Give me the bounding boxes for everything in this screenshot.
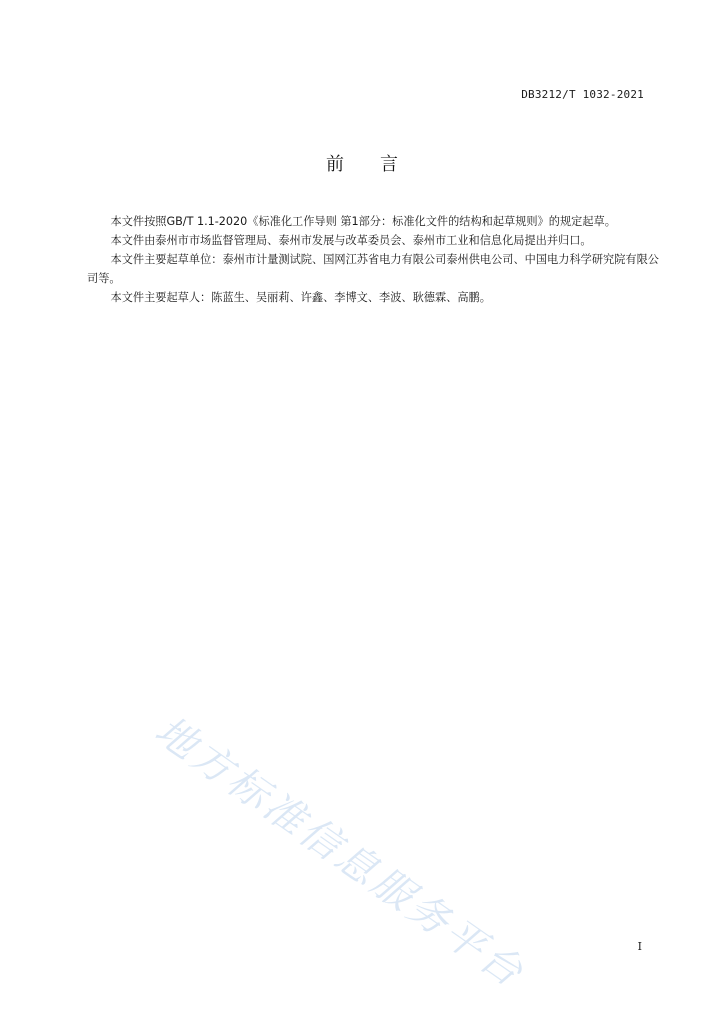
paragraph-drafting-rules: 本文件按照GB/T 1.1-2020《标准化工作导则 第1部分：标准化文件的结构和起草规则》的规定起草。: [110, 215, 616, 228]
paragraph-drafting-units: 本文件主要起草单位：泰州市计量测试院、国网江苏省电力有限公司泰州供电公司、中国电力科学研究院有限公司等。: [87, 253, 659, 285]
document-code: DB3212/T 1032-2021: [521, 88, 644, 101]
platform-watermark: 地方标准信息服务平台: [146, 707, 534, 998]
paragraph-drafters: 本文件主要起草人：陈蓝生、吴丽莉、许鑫、李博文、李波、耿德霖、高鹏。: [110, 291, 491, 304]
page-number: I: [637, 940, 642, 953]
foreword-body: [87, 212, 659, 307]
page-title: 前 言: [326, 154, 398, 175]
paragraph-proposer: 本文件由泰州市市场监督管理局、泰州市发展与改革委员会、泰州市工业和信息化局提出并归口。: [110, 234, 592, 247]
